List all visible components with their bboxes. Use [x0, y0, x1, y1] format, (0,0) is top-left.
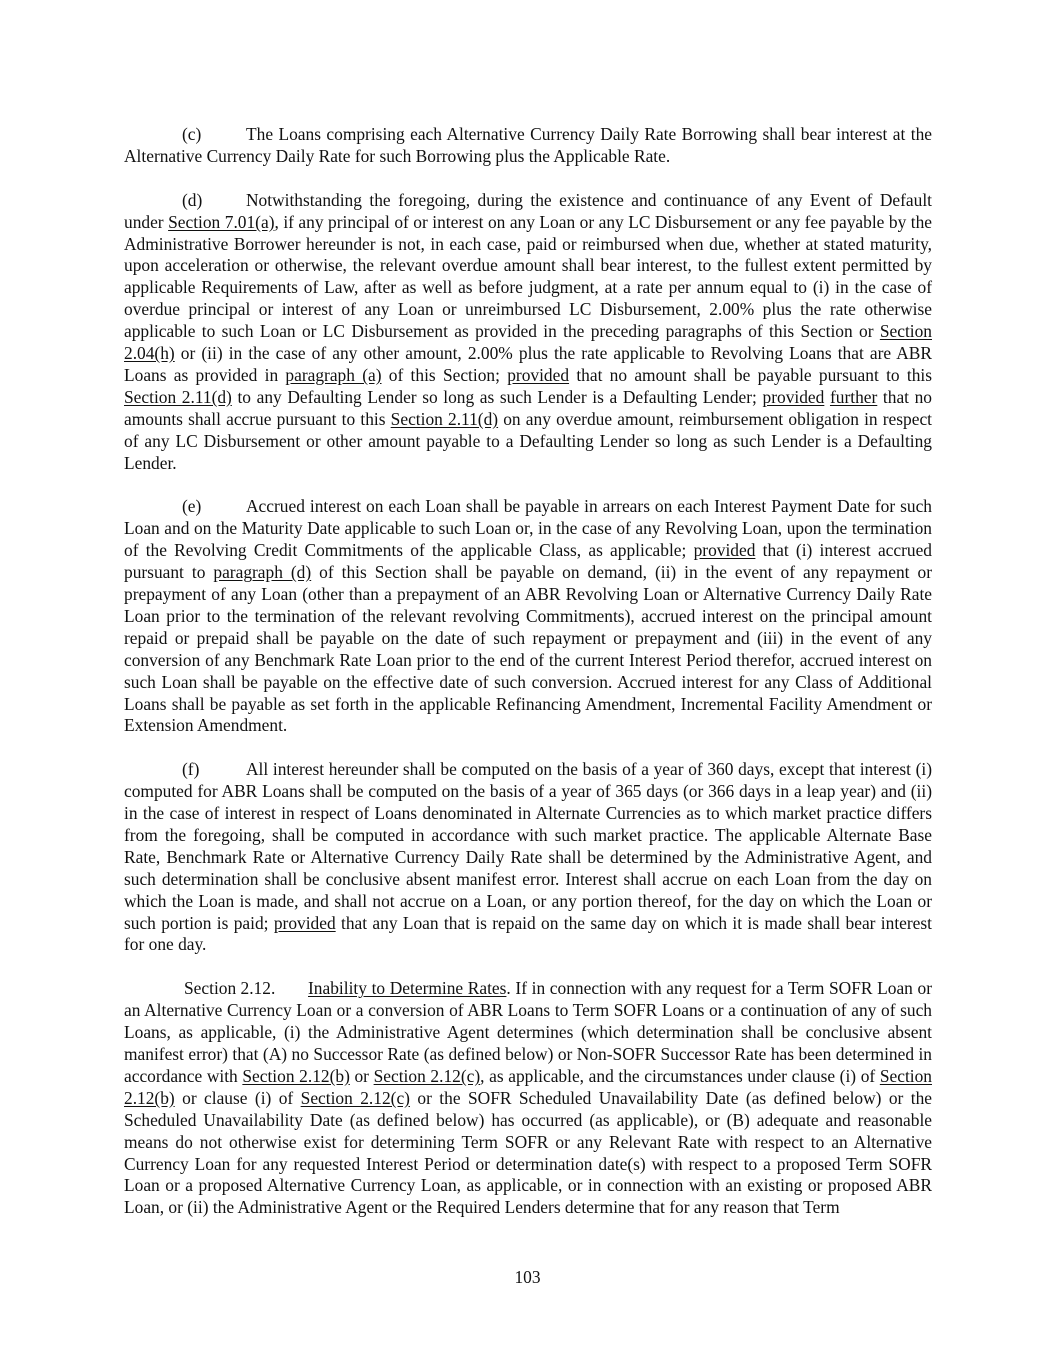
page-number: 103 — [514, 1267, 541, 1287]
paragraph-text: that no amount shall be payable pursuant to this — [569, 364, 932, 385]
cross-reference-link[interactable]: Section 2.11(d) — [124, 386, 232, 407]
paragraph-label: (c) — [182, 124, 202, 144]
cross-reference-link[interactable]: Section 2.12(c) — [373, 1065, 481, 1086]
paragraph-text: Notwithstanding the foregoing, during the existence and continuance of any Event of Default under — [124, 189, 932, 232]
cross-reference-link[interactable]: Section 7.01(a) — [168, 211, 275, 232]
paragraph-text: or clause (i) of — [174, 1087, 301, 1108]
paragraph-c — [124, 124, 932, 168]
paragraph-text: The Loans comprising each Alternative Currency Daily Rate Borrowing shall bear interest at the Alternative Currency Daily Rate for such Borrowing plus the Applicable Rate. — [124, 124, 932, 166]
section-heading: Inability to Determine Rates — [308, 978, 507, 999]
paragraph-text: that any Loan that is repaid on the same day on which it is made shall bear interest for one day. — [124, 912, 932, 955]
paragraph-f — [124, 759, 932, 956]
document-page — [124, 124, 932, 1241]
paragraph-text: or the SOFR Scheduled Unavailability Date (as defined below) or the Scheduled Unavailability Date (as defined below) has occurred (as applicable), or (B) adequate and reasonable means do not otherwise exist for determining Term SOFR or any Relevant Rate with respect to an Alternative Currency Loan for any requested Interest Period or determination date(s) with respect to a proposed Term SOFR Loan or a proposed Alternative Currency Loan, as applicable, or in connection with an existing or proposed ABR Loan, or (ii) the Administrative Agent or the Required Lenders determine that for any reason that Term — [124, 1087, 933, 1218]
cross-reference-link[interactable]: paragraph (a) — [285, 364, 382, 385]
paragraph-label: (e) — [182, 496, 202, 517]
paragraph-text: , as applicable, and the circumstances under clause (i) of — [480, 1065, 880, 1086]
paragraph-d — [124, 190, 932, 475]
paragraph-text: to any Defaulting Lender so long as such Lender is a Defaulting Lender; — [231, 386, 763, 407]
underlined-term: provided — [273, 912, 336, 933]
paragraph-text: of this Section; — [381, 364, 508, 385]
underlined-term: provided — [693, 540, 756, 561]
underlined-term: further — [829, 386, 878, 407]
paragraph-e — [124, 496, 932, 737]
cross-reference-link[interactable]: Section 2.12(c) — [300, 1087, 410, 1108]
underlined-term: provided — [507, 364, 570, 385]
paragraph-text: Accrued interest on each Loan shall be payable in arrears on each Interest Payment Date for such Loan and on the Maturity Date applicable to such Loan or, in the case of any Revolving Loan, upon the termination of the Revolving Credit Commitments of the applicable Class, as applicable; — [124, 496, 932, 561]
paragraph-label: (f) — [182, 759, 200, 780]
cross-reference-link[interactable]: Section 2.12(b) — [242, 1065, 350, 1086]
paragraph-text: , if any principal of or interest on any Loan or any LC Disbursement or any fee payable by the Administrative Borrower hereunder is not, in each case, paid or reimbursed when due, whether at stated maturity, upon acceleration or otherwise, the relevant overdue amount shall bear interest, to the fullest extent permitted by applicable Requirements of Law, after as well as before judgment, at a rate per annum equal to (i) in the case of overdue principal or interest of any Loan or unreimbursed LC Disbursement, 2.00% plus the rate otherwise applicable to such Loan or LC Disbursement as provided in the preceding paragraphs of this Section or — [124, 211, 932, 342]
paragraph-text: . If in connection with any request for a Term SOFR Loan or an Alternative Currency Loan or a conversion of ABR Loans to Term SOFR Loans or a continuation of any of such Loans, as applicable, (i) the Administrative Agent determines (which determination shall be conclusive absent manifest error) that (A) no Successor Rate (as defined below) or Non-SOFR Successor Rate has been determined in accordance with — [124, 978, 932, 1086]
paragraph-text: All interest hereunder shall be computed on the basis of a year of 360 days, except that interest (i) computed for ABR Loans shall be computed on the basis of a year of 365 days (or 366 days in a leap year) and (ii) in the case of interest in respect of Loans denominated in Alternate Currencies as to which market practice differs from the foregoing, shall be computed in accordance with such market practice. The applicable Alternate Base Rate, Benchmark Rate or Alternative Currency Daily Rate shall be determined by the Administrative Agent, and such determination shall be conclusive absent manifest error. Interest shall accrue on each Loan from the day on which the Loan is made, and shall not accrue on a Loan, or any portion thereof, for the day on which the Loan or such portion is paid; — [124, 759, 932, 933]
paragraph-label: (d) — [182, 189, 203, 210]
paragraph-text: or — [349, 1065, 374, 1086]
paragraph-text: or (ii) in the case of any other amount, 2.00% plus the rate applicable to Revolving Loans that are ABR Loans as provided in — [124, 343, 932, 385]
paragraph-text: on any overdue amount, reimbursement obligation in respect of any LC Disbursement or other amount payable to a Defaulting Lender so long as such Lender is a Defaulting Lender. — [124, 408, 933, 473]
underlined-term: provided — [762, 386, 825, 407]
paragraph-text: of this Section shall be payable on demand, (ii) in the event of any repayment or prepayment of any Loan (other than a prepayment of an ABR Revolving Loan or Alternative Currency Daily Rate Loan prior to the termination of the relevant revolving Commitments), accrued interest on the principal amount repaid or prepaid shall be payable on the date of such repayment or prepayment and (iii) in the event of any conversion of any Benchmark Rate Loan prior to the end of the current Interest Period therefor, accrued interest on such Loan shall be payable on the effective date of such conversion. Accrued interest for any Class of Additional Loans shall be payable as set forth in the applicable Refinancing Amendment, Incremental Facility Amendment or Extension Amendment. — [124, 562, 932, 736]
paragraph-text: that no amounts shall accrue pursuant to this — [124, 386, 933, 429]
cross-reference-link[interactable]: Section 2.12(b) — [124, 1065, 932, 1108]
paragraph-text: that (i) interest accrued pursuant to — [124, 540, 932, 583]
cross-reference-link[interactable]: Section 2.04(h) — [124, 321, 932, 364]
section-number: Section 2.12. — [184, 978, 276, 999]
section-2-12 — [124, 978, 932, 1219]
cross-reference-link[interactable]: paragraph (d) — [213, 562, 312, 583]
cross-reference-link[interactable]: Section 2.11(d) — [390, 408, 499, 429]
